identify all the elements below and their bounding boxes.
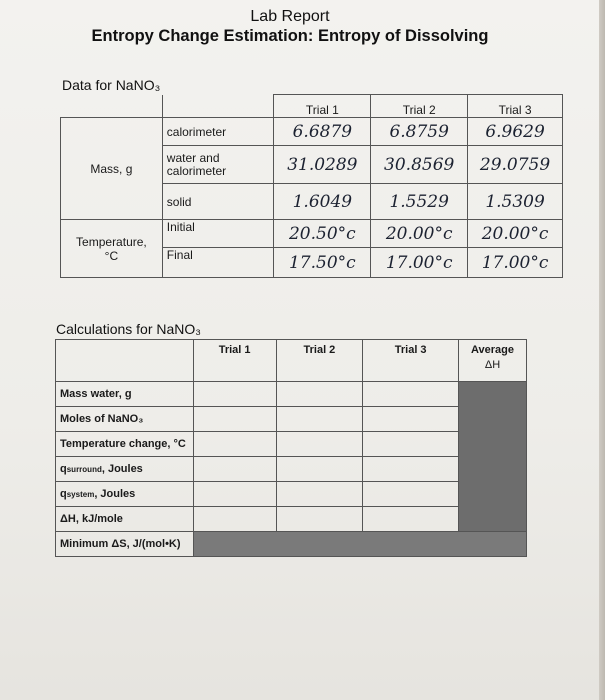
row-label-initial: Initial (162, 220, 274, 248)
calc-header-row (56, 340, 527, 382)
row-label-calorimeter: calorimeter (162, 118, 274, 146)
value-final-trial2: 17.00°c (371, 248, 468, 278)
cell-mass-water-trial1 (193, 382, 276, 407)
calc-col-trial2: Trial 2 (276, 340, 363, 382)
row-label-solid: solid (162, 184, 274, 220)
cell-temp-change-trial3 (363, 432, 459, 457)
calc-row-mass-water (56, 382, 527, 407)
data-table (60, 94, 563, 278)
cell-q-system-trial2 (276, 482, 363, 507)
calc-col-average (459, 340, 527, 382)
data-col-trial3: Trial 3 (468, 95, 563, 118)
row-label-mass-water: Mass water, g (56, 382, 194, 407)
cell-q-surround-trial1 (193, 457, 276, 482)
value-calorimeter-trial3: 6.9629 (468, 118, 563, 146)
value-solid-trial1: 1.6049 (274, 184, 371, 220)
row-label-temp-change: Temperature change, °C (56, 432, 194, 457)
cell-delta-h-trial3 (363, 507, 459, 532)
row-label-min-entropy: Minimum ΔS, J/(mol•K) (56, 532, 194, 557)
value-water-trial2: 30.8569 (371, 146, 468, 184)
value-solid-trial2: 1.5529 (371, 184, 468, 220)
temperature-label-line2: °C (104, 248, 119, 263)
row-label-final: Final (162, 248, 274, 278)
value-water-trial1: 31.0289 (274, 146, 371, 184)
cell-q-system-trial3 (363, 482, 459, 507)
value-final-trial1: 17.50°c (274, 248, 371, 278)
calc-row-temp-change (56, 432, 527, 457)
row-label-q-surround: qsurround, Joules (56, 457, 194, 482)
row-label-delta-h: ΔH, kJ/mole (56, 507, 194, 532)
cell-q-surround-trial2 (276, 457, 363, 482)
cell-mass-water-trial2 (276, 382, 363, 407)
temperature-label-line1: Temperature, (76, 234, 147, 249)
data-header-row (61, 95, 563, 118)
calculations-table (55, 339, 527, 557)
calc-row-q-surround (56, 457, 527, 482)
data-row-calorimeter (61, 118, 563, 146)
mass-label: Mass, g (61, 118, 163, 220)
cell-q-system-trial1 (193, 482, 276, 507)
temperature-label (61, 220, 163, 278)
data-col-trial2: Trial 2 (371, 95, 468, 118)
row-label-water-calorimeter: water and calorimeter (162, 146, 274, 184)
report-title: Lab Report (250, 8, 330, 25)
cell-moles-trial3 (363, 407, 459, 432)
calc-row-q-system (56, 482, 527, 507)
value-calorimeter-trial1: 6.6879 (274, 118, 371, 146)
average-label: Average (471, 344, 515, 356)
page-edge (599, 0, 605, 700)
calc-section-label: Calculations for NaNO₃ (56, 321, 201, 337)
value-initial-trial2: 20.00°c (371, 220, 468, 248)
data-section-label: Data for NaNO₃ (62, 77, 161, 93)
cell-temp-change-trial2 (276, 432, 363, 457)
value-water-trial3: 29.0759 (468, 146, 563, 184)
cell-mass-water-trial3 (363, 382, 459, 407)
cell-temp-change-trial1 (193, 432, 276, 457)
calc-row-moles (56, 407, 527, 432)
value-final-trial3: 17.00°c (468, 248, 563, 278)
row-label-moles: Moles of NaNO₃ (56, 407, 194, 432)
calc-col-trial3: Trial 3 (363, 340, 459, 382)
cell-moles-trial1 (193, 407, 276, 432)
report-subtitle: Entropy Change Estimation: Entropy of Dissolving (91, 27, 489, 45)
value-initial-trial3: 20.00°c (468, 220, 563, 248)
cell-q-surround-trial3 (363, 457, 459, 482)
calc-row-min-entropy (56, 532, 527, 557)
average-shaded-cell (459, 382, 527, 532)
cell-moles-trial2 (276, 407, 363, 432)
average-delta-h: ΔH (484, 359, 501, 371)
cell-delta-h-trial1 (193, 507, 276, 532)
value-solid-trial3: 1.5309 (468, 184, 563, 220)
calc-row-delta-h (56, 507, 527, 532)
min-entropy-shaded-cells (193, 532, 526, 557)
row-label-q-system: qsystem, Joules (56, 482, 194, 507)
calc-col-trial1: Trial 1 (193, 340, 276, 382)
data-col-trial1: Trial 1 (274, 95, 371, 118)
calc-header-blank (56, 340, 194, 382)
cell-delta-h-trial2 (276, 507, 363, 532)
data-row-initial-temp (61, 220, 563, 248)
value-initial-trial1: 20.50°c (274, 220, 371, 248)
value-calorimeter-trial2: 6.8759 (371, 118, 468, 146)
